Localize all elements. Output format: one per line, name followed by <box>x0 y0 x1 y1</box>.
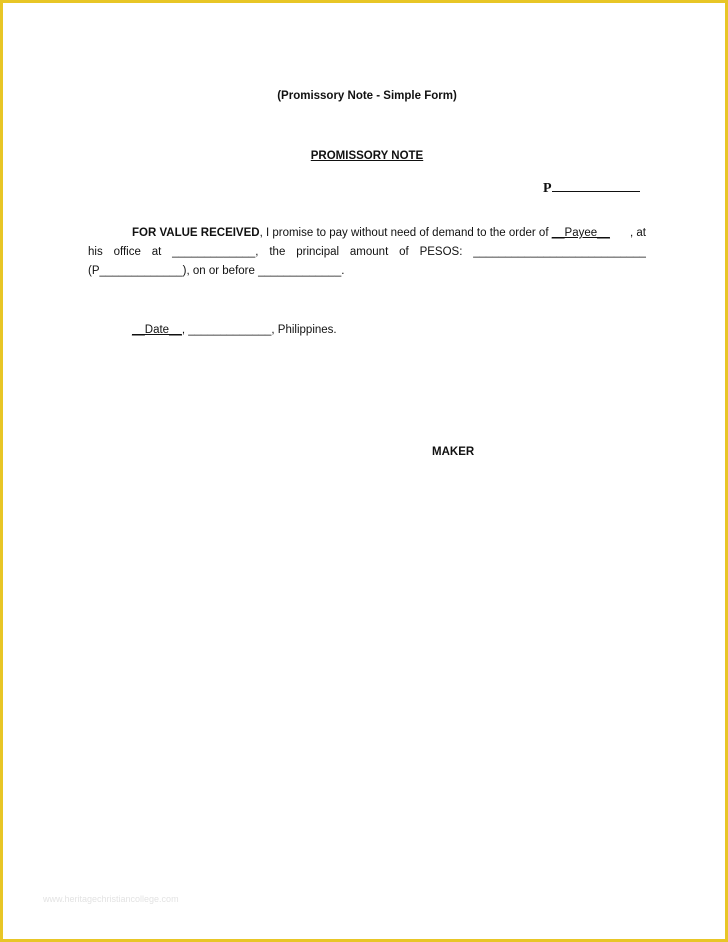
word: amount <box>349 246 389 258</box>
word: principal <box>296 246 340 258</box>
maker-label: MAKER <box>432 446 475 458</box>
watermark: www.heritagechristiancollege.com <box>43 894 179 904</box>
word: PESOS: <box>419 246 463 258</box>
pesos-blank: ___________________________ <box>473 246 646 258</box>
document-subtitle: (Promissory Note - Simple Form) <box>277 90 457 102</box>
document-title: PROMISSORY NOTE <box>310 150 424 162</box>
payee-field: __Payee__ <box>551 227 610 239</box>
line1-text: , I promise to pay without need of demand to the order of <box>259 227 552 239</box>
value-received-lead: FOR VALUE RECEIVED <box>132 227 260 239</box>
amount-prefix: P <box>543 181 552 196</box>
amount-blank <box>552 179 640 192</box>
word: his <box>88 246 103 258</box>
date-field: __Date__ <box>132 324 182 336</box>
date-line-text: , _____________, Philippines. <box>181 324 337 336</box>
paragraph-line-1 <box>88 224 646 243</box>
word: office <box>113 246 141 258</box>
line1-tail: , at <box>630 227 646 239</box>
paragraph-line-3: (P_____________), on or before _____________. <box>88 265 345 277</box>
word: of <box>399 246 409 258</box>
office-blank: _____________, <box>172 246 259 258</box>
paragraph-line-2 <box>88 243 646 262</box>
amount-field <box>543 179 640 197</box>
word: the <box>269 246 286 258</box>
promise-paragraph <box>88 224 646 281</box>
word: at <box>151 246 162 258</box>
line1-content <box>132 224 610 243</box>
date-line <box>132 324 337 336</box>
